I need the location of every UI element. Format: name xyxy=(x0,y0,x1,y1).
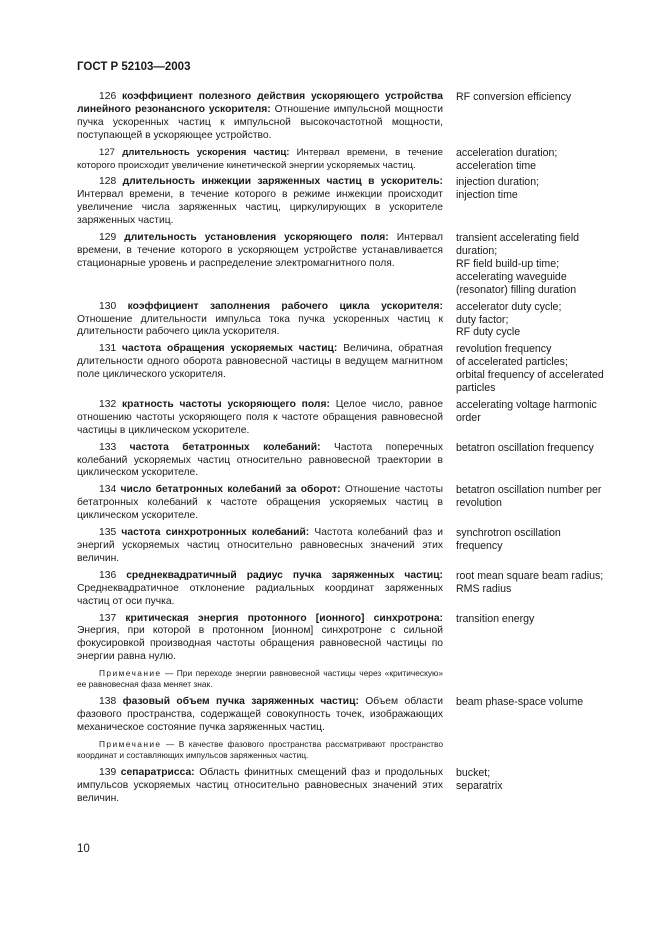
english-equivalent xyxy=(456,570,617,609)
term-number: 131 xyxy=(99,343,117,355)
english-term: transient accelerating field duration; xyxy=(456,232,580,257)
term-number: 127 xyxy=(99,146,116,158)
term-number: 137 xyxy=(99,612,117,624)
english-term: RMS radius xyxy=(456,582,512,595)
term-entry xyxy=(77,232,617,297)
term-number: 130 xyxy=(99,300,117,312)
term-definition: Частота поперечных колебаний ускоряемых частиц относительно равновесной траектории в циклическом ускорителе. xyxy=(77,441,443,479)
note-text: — В качестве фазового пространства рассматривают пространство координат и составляющих импульсов заряженных частиц. xyxy=(77,738,443,760)
document-header: ГОСТ Р 52103—2003 xyxy=(77,61,191,73)
english-term: of accelerated particles; xyxy=(456,356,568,369)
term-number: 129 xyxy=(99,232,117,244)
term-entry xyxy=(77,484,617,523)
english-term: duty factor; xyxy=(456,313,509,326)
english-equivalent xyxy=(456,232,617,297)
english-term: accelerating voltage harmonic order xyxy=(456,398,597,424)
english-equivalent xyxy=(456,696,617,735)
term-text xyxy=(77,570,443,609)
english-equivalent xyxy=(456,343,617,395)
english-term: RF duty cycle xyxy=(456,326,521,339)
english-term: separatrix xyxy=(456,779,503,792)
term-name: кратность частоты ускоряющего поля: xyxy=(122,398,330,410)
english-term: acceleration time xyxy=(456,159,537,172)
term-name: длительность ускорения частиц: xyxy=(122,146,290,158)
term-text xyxy=(77,147,443,173)
term-definition: Интервал времени, в течение которого в режиме инжекции происходит увеличение числа заряженных частиц, циркулирующих в ускорителе заряженных частиц. xyxy=(77,189,443,227)
term-name: сепаратрисса: xyxy=(120,766,195,778)
term-definition: Среднеквадратичное отклонение радиальных координат заряженных частиц от оси пучка. xyxy=(77,582,443,607)
term-definition: Объем области фазового пространства, содержащей совокупность точек, изображающих механическое состояние пучка заряженных частиц. xyxy=(77,696,443,733)
term-definition: Отношение импульсной мощности пучка ускоренных частиц к импульсной высокочастотной мощности, поступающей в ускоряющее устройство. xyxy=(77,103,443,141)
terms-list xyxy=(77,91,617,810)
english-equivalent xyxy=(456,484,617,523)
english-term: revolution frequency xyxy=(456,343,552,356)
term-text xyxy=(77,484,443,523)
term-definition: Интервал времени, в течение которого в ускоряющем устройстве устанавливается стационарные уровень и распределение электромагнитного поля. xyxy=(77,232,443,269)
note xyxy=(77,739,443,761)
page-number: 10 xyxy=(77,843,90,855)
term-name: частота бетатронных колебаний: xyxy=(129,441,321,453)
note xyxy=(77,668,443,690)
term-number: 133 xyxy=(99,441,117,453)
term-definition: Интервал времени, в течение которого происходит увеличение кинетической энергии ускоряемых частиц. xyxy=(77,146,443,171)
english-equivalent xyxy=(456,301,617,340)
term-number: 135 xyxy=(99,527,117,539)
note-text: — При переходе энергии равновесной частицы через «критическую» ее равновесная фаза меняет знак. xyxy=(77,668,443,690)
english-term: root mean square beam radius; xyxy=(456,569,604,582)
term-name: коэффициент заполнения рабочего цикла ускорителя: xyxy=(127,300,443,312)
term-text xyxy=(77,91,443,143)
term-text xyxy=(77,343,443,395)
term-definition: Целое число, равное отношению частоты ускоряющего поля к частоте обращения равновесной частицы в циклическом ускорителе. xyxy=(77,398,443,436)
english-term: orbital frequency of accelerated particles xyxy=(456,369,604,395)
term-name: критическая энергия протонного [ионного] синхротрона: xyxy=(125,612,443,624)
term-definition: Частота колебаний фаз и энергий ускоряемых частиц относительно равновесных значений этих величин. xyxy=(77,527,443,564)
english-equivalent xyxy=(456,399,617,438)
english-term: injection duration; xyxy=(456,176,540,189)
term-definition: Величина, обратная длительности одного оборота равновесной частицы в ведущем магнитном поле циклического ускорителя. xyxy=(77,343,443,381)
term-entry xyxy=(77,147,617,173)
english-term: accelerating waveguide (resonator) filling duration xyxy=(456,270,577,296)
term-definition: Отношение частоты бетатронных колебаний к частоте обращения ускоряемых частиц в циклическом ускорителе. xyxy=(77,484,444,522)
english-term: RF conversion efficiency xyxy=(456,91,572,103)
english-term: synchrotron oscillation xyxy=(456,527,561,540)
english-term: bucket; xyxy=(456,766,491,779)
term-definition: Энергия, при которой в протонном [ионном] синхротроне с сильной фокусировкой производная частоты обращения равновесной частицы по энергии равна нулю. xyxy=(77,625,443,663)
term-definition: Область финитных смещений фаз и продольных импульсов ускоряемых частиц относительно равновесных значений этих величин. xyxy=(77,766,443,804)
term-entry xyxy=(77,301,617,340)
term-entry xyxy=(77,176,617,228)
term-number: 132 xyxy=(99,398,117,410)
term-text xyxy=(77,442,443,481)
english-equivalent xyxy=(456,147,617,173)
term-entry xyxy=(77,399,617,438)
term-name: частота синхротронных колебаний: xyxy=(121,527,310,539)
english-term: injection time xyxy=(456,189,518,202)
term-name: длительность инжекции заряженных частиц в ускоритель: xyxy=(122,176,443,188)
term-definition: Отношение длительности импульса тока пучка ускоренных частиц к длительности рабочего цикла ускорителя. xyxy=(77,313,443,338)
english-term: betatron oscillation number per revolution xyxy=(456,484,602,510)
term-name: частота обращения ускоряемых частиц: xyxy=(122,343,338,355)
term-name: коэффициент полезного действия ускоряющего устройства линейного резонансного ускорителя: xyxy=(77,91,443,115)
term-entry xyxy=(77,696,617,735)
term-text xyxy=(77,613,443,665)
term-text xyxy=(77,767,443,806)
term-number: 136 xyxy=(99,569,117,581)
term-number: 126 xyxy=(99,91,117,102)
term-text xyxy=(77,232,443,297)
term-entry xyxy=(77,613,617,665)
english-equivalent xyxy=(456,613,617,665)
term-number: 128 xyxy=(99,176,117,188)
english-term: RF field build-up time; xyxy=(456,257,560,270)
term-name: фазовый объем пучка заряженных частиц: xyxy=(122,696,359,708)
term-text xyxy=(77,301,443,340)
english-equivalent xyxy=(456,91,617,143)
term-text xyxy=(77,176,443,228)
note-label: Примечание xyxy=(99,738,162,749)
term-name: число бетатронных колебаний за оборот: xyxy=(120,484,341,496)
english-term: acceleration duration; xyxy=(456,146,558,159)
term-text xyxy=(77,696,443,735)
term-entry xyxy=(77,343,617,395)
english-term: frequency xyxy=(456,540,503,552)
english-term: transition energy xyxy=(456,612,535,625)
term-entry xyxy=(77,442,617,481)
term-number: 139 xyxy=(99,766,117,778)
english-equivalent xyxy=(456,767,617,806)
english-equivalent xyxy=(456,176,617,228)
term-entry xyxy=(77,767,617,806)
term-number: 138 xyxy=(99,696,117,708)
term-name: среднеквадратичный радиус пучка заряженных частиц: xyxy=(126,569,443,581)
term-number: 134 xyxy=(99,484,117,496)
english-term: accelerator duty cycle; xyxy=(456,300,562,313)
term-entry xyxy=(77,527,617,566)
note-label: Примечание xyxy=(99,668,162,679)
term-entry xyxy=(77,570,617,609)
english-equivalent xyxy=(456,527,617,566)
term-name: длительность установления ускоряющего поля: xyxy=(124,232,389,244)
english-term: betatron oscillation frequency xyxy=(456,441,594,454)
term-entry xyxy=(77,91,617,143)
english-term: beam phase-space volume xyxy=(456,696,584,709)
english-equivalent xyxy=(456,442,617,481)
term-text xyxy=(77,527,443,566)
term-text xyxy=(77,399,443,438)
